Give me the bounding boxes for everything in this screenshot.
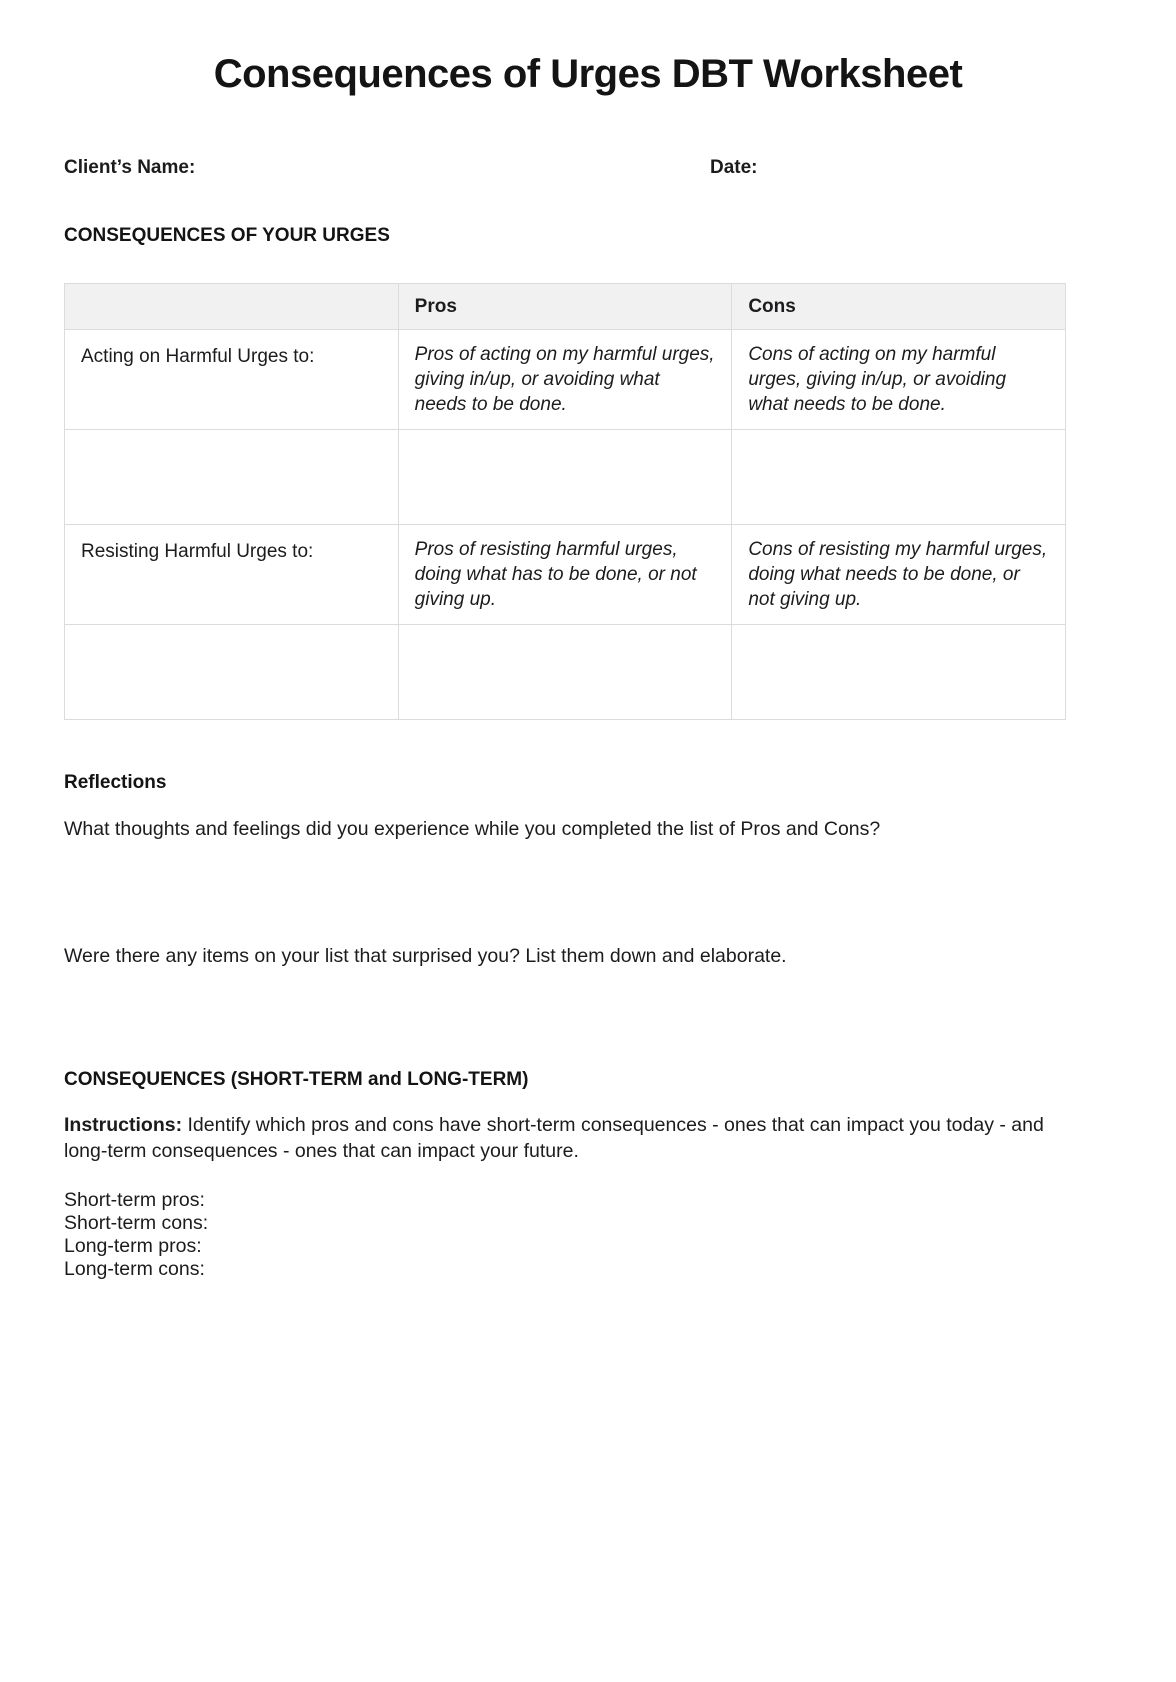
acting-cons-description: Cons of acting on my harmful urges, giving in/up, or avoiding what needs to be done. bbox=[732, 330, 1066, 430]
reflections-heading: Reflections bbox=[64, 772, 167, 794]
acting-pros-description: Pros of acting on my harmful urges, giving in/up, or avoiding what needs to be done. bbox=[398, 330, 732, 430]
resisting-row-label: Resisting Harmful Urges to: bbox=[65, 525, 399, 625]
acting-cons-input-cell[interactable] bbox=[732, 430, 1066, 525]
pros-cons-table bbox=[64, 283, 1066, 720]
instructions-label: Instructions: bbox=[64, 1114, 183, 1137]
reflections-question-1: What thoughts and feelings did you experience while you completed the list of Pros and Cons? bbox=[64, 818, 881, 841]
consequences-instructions bbox=[64, 1113, 1074, 1164]
table-header-row bbox=[65, 284, 1066, 330]
short-term-pros-label: Short-term pros: bbox=[64, 1188, 205, 1211]
instructions-text: Identify which pros and cons have short-term consequences - ones that can impact you today - and long-term consequences - ones that can impact your future. bbox=[64, 1114, 1044, 1162]
date-label: Date: bbox=[710, 157, 758, 178]
resisting-pros-input-cell[interactable] bbox=[398, 625, 732, 720]
client-name-label: Client’s Name: bbox=[64, 157, 196, 178]
table-row-acting bbox=[65, 330, 1066, 430]
table-row-resisting bbox=[65, 525, 1066, 625]
resisting-pros-description: Pros of resisting harmful urges, doing what has to be done, or not giving up. bbox=[398, 525, 732, 625]
acting-pros-input-cell[interactable] bbox=[398, 430, 732, 525]
bottom-whitespace bbox=[64, 1281, 1112, 1461]
resisting-cons-description: Cons of resisting my harmful urges, doing what needs to be done, or not giving up. bbox=[732, 525, 1066, 625]
header-cell-pros: Pros bbox=[398, 284, 732, 330]
acting-row-label: Acting on Harmful Urges to: bbox=[65, 330, 399, 430]
urges-section-heading: CONSEQUENCES OF YOUR URGES bbox=[64, 225, 390, 246]
acting-blank-label-cell[interactable] bbox=[65, 430, 399, 525]
meta-row bbox=[64, 157, 1112, 181]
header-cell-cons: Cons bbox=[732, 284, 1066, 330]
resisting-cons-input-cell[interactable] bbox=[732, 625, 1066, 720]
table-row-resisting-blank bbox=[65, 625, 1066, 720]
long-term-pros-label: Long-term pros: bbox=[64, 1234, 202, 1257]
consequences-heading: CONSEQUENCES (SHORT-TERM and LONG-TERM) bbox=[64, 1069, 529, 1091]
page-title: Consequences of Urges DBT Worksheet bbox=[213, 52, 963, 96]
reflections-question-2: Were there any items on your list that surprised you? List them down and elaborate. bbox=[64, 944, 787, 967]
header-cell-blank bbox=[65, 284, 399, 330]
worksheet-page bbox=[0, 52, 1176, 1461]
short-term-cons-label: Short-term cons: bbox=[64, 1211, 209, 1234]
resisting-blank-label-cell[interactable] bbox=[65, 625, 399, 720]
table-row-acting-blank bbox=[65, 430, 1066, 525]
long-term-cons-label: Long-term cons: bbox=[64, 1257, 205, 1280]
